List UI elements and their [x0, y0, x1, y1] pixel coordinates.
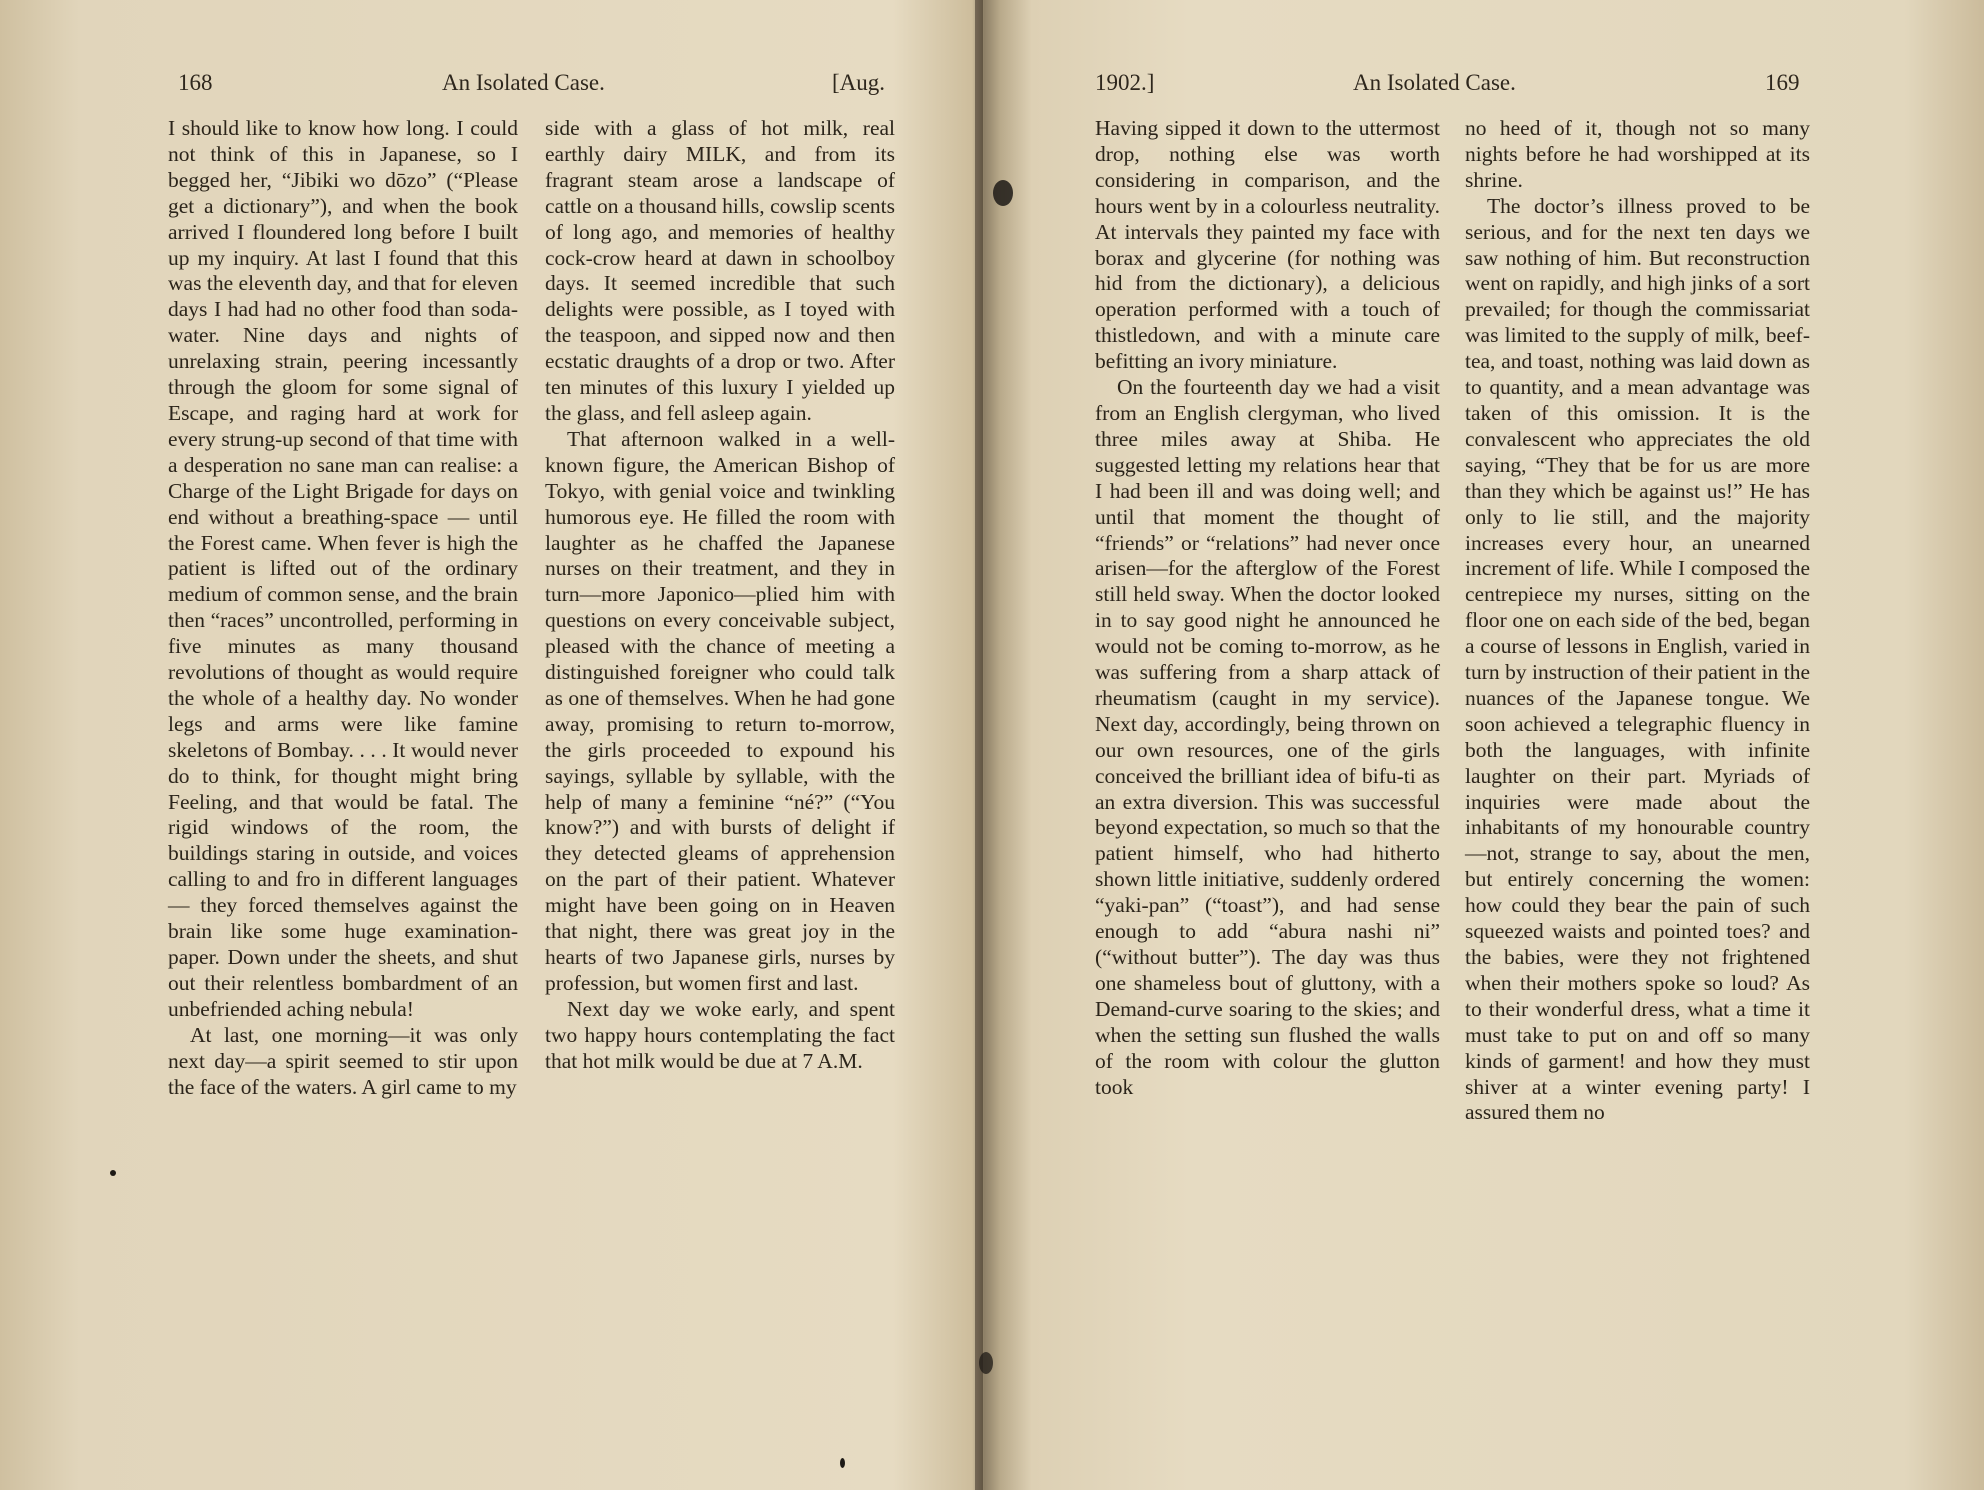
left-column-1 [168, 116, 518, 1100]
binding-hole-icon [993, 180, 1013, 206]
paragraph: The doctor’s illness proved to be serious, and for the next ten days we saw nothing of him. But reconstruction went on rapidly, and high jinks of a sort prevailed; for though the commissariat was limited to the supply of milk, beef-tea, and toast, nothing was laid down as to quantity, and a mean advantage was taken of this omission. It is the convalescent who appreciates the old saying, “They that be for us are more than they which be against us!” He has only to lie still, and the majority increases every hour, an unearned increment of life. While I composed the centrepiece my nurses, sitting on the floor one on each side of the bed, began a course of lessons in English, varied in turn by instruction of their patient in the nuances of the Japanese tongue. We soon achieved a telegraphic fluency in both the languages, with infinite laughter on their part. Myriads of inquiries were made about the inhabitants of my honourable country—not, strange to say, about the men, but entirely concerning the women: how could they bear the pain of such squeezed waists and pointed toes? and the babies, were they not frightened when their mothers spoke so loud? As to their wonderful dress, what a time it must take to put on and off so many kinds of garment! and how they must shiver at a winter evening party! I assured them no [1465, 193, 1810, 1125]
right-running-date: 1902.] [1095, 70, 1155, 95]
left-page-number: 168 [178, 70, 213, 95]
ink-speck-icon [840, 1458, 845, 1468]
left-running-title: An Isolated Case. [442, 70, 605, 95]
paragraph: Next day we woke early, and spent two happy hours contemplating the fact that hot milk would be due at 7 A.M. [545, 996, 895, 1073]
paragraph: On the fourteenth day we had a visit from an English clergyman, who lived three miles away at Shiba. He suggested letting my relations hear that I had been ill and was doing well; and until that moment the thought of “friends” or “relations” had never once arisen—for the afterglow of the Forest still held sway. When the doctor looked in to say good night he announced he would not be coming to-morrow, as he was suffering from a sharp attack of rheumatism (caught in my service). Next day, accordingly, being thrown on our own resources, one of the girls conceived the brilliant idea of bifu-ti as an extra diversion. This was successful beyond expectation, so much so that the patient himself, who had hitherto shown little initiative, suddenly ordered “yaki-pan” (“toast”), and had sense enough to add “abura nashi ni” (“without butter”). The day was thus one shameless bout of gluttony, with a Demand-curve soaring to the skies; and when the setting sun flushed the walls of the room with colour the glutton took [1095, 375, 1440, 1099]
right-column-1 [1095, 116, 1440, 1100]
binding-hole-icon [979, 1352, 993, 1374]
left-column-2 [545, 116, 895, 1075]
book-gutter [975, 0, 983, 1490]
left-page [0, 0, 975, 1490]
right-page [983, 0, 1984, 1490]
paragraph: That afternoon walked in a well-known figure, the American Bishop of Tokyo, with genial voice and twinkling humorous eye. He filled the room with laughter as he chaffed the Japanese nurses on their treatment, and they in turn—more Japonico—plied him with questions on every conceivable subject, pleased with the chance of meeting a distinguished foreigner who could talk as one of themselves. When he had gone away, promising to return to-morrow, the girls proceeded to expound his sayings, syllable by syllable, with the help of many a feminine “né?” (“You know?”) and with bursts of delight if they detected gleams of apprehension on the part of their patient. Whatever might have been going on in Heaven that night, there was great joy in the hearts of two Japanese girls, nurses by profession, but women first and last. [545, 426, 895, 995]
left-running-date: [Aug. [832, 70, 886, 95]
paragraph: side with a glass of hot milk, real earthly dairy MILK, and from its fragrant steam arose a landscape of cattle on a thousand hills, cowslip scents of long ago, and memories of healthy cock-crow heard at dawn in schoolboy days. It seemed incredible that such delights were possible, as I toyed with the teaspoon, and sipped now and then ecstatic draughts of a drop or two. After ten minutes of this luxury I yielded up the glass, and fell asleep again. [545, 116, 895, 425]
right-column-2 [1465, 116, 1810, 1126]
paragraph: no heed of it, though not so many nights before he had worshipped at its shrine. [1465, 116, 1810, 192]
ink-speck-icon [110, 1170, 116, 1176]
paragraph: At last, one morning—it was only next day—a spirit seemed to stir upon the face of the waters. A girl came to my [168, 1022, 518, 1099]
paragraph: Having sipped it down to the uttermost drop, nothing else was worth considering in comparison, and the hours went by in a colourless neutrality. At intervals they painted my face with borax and glycerine (for nothing was hid from the dictionary), a delicious operation performed with a touch of thistledown, and with a minute care befitting an ivory miniature. [1095, 116, 1440, 374]
right-running-title: An Isolated Case. [1353, 70, 1516, 95]
paragraph: I should like to know how long. I could not think of this in Japanese, so I begged her, “Jibiki wo dōzo” (“Please get a dictionary”), and when the book arrived I floundered long before I built up my inquiry. At last I found that this was the eleventh day, and that for eleven days I had had no other food than soda-water. Nine days and nights of unrelaxing strain, peering incessantly through the gloom for some signal of Escape, and raging hard at work for every strung-up second of that time with a desperation no sane man can realise: a Charge of the Light Brigade for days on end without a breathing-space — until the Forest came. When fever is high the patient is lifted out of the ordinary medium of common sense, and the brain then “races” uncontrolled, performing in five minutes as many thousand revolutions of thought as would require the whole of a healthy day. No wonder legs and arms were like famine skeletons of Bombay. . . . It would never do to think, for thought might bring Feeling, and that would be fatal. The rigid windows of the room, the buildings staring in outside, and voices calling to and fro in different languages — they forced themselves against the brain like some huge examination-paper. Down under the sheets, and shut out their relentless bombardment of an unbefriended aching nebula! [168, 116, 518, 1021]
right-page-number: 169 [1765, 70, 1800, 95]
